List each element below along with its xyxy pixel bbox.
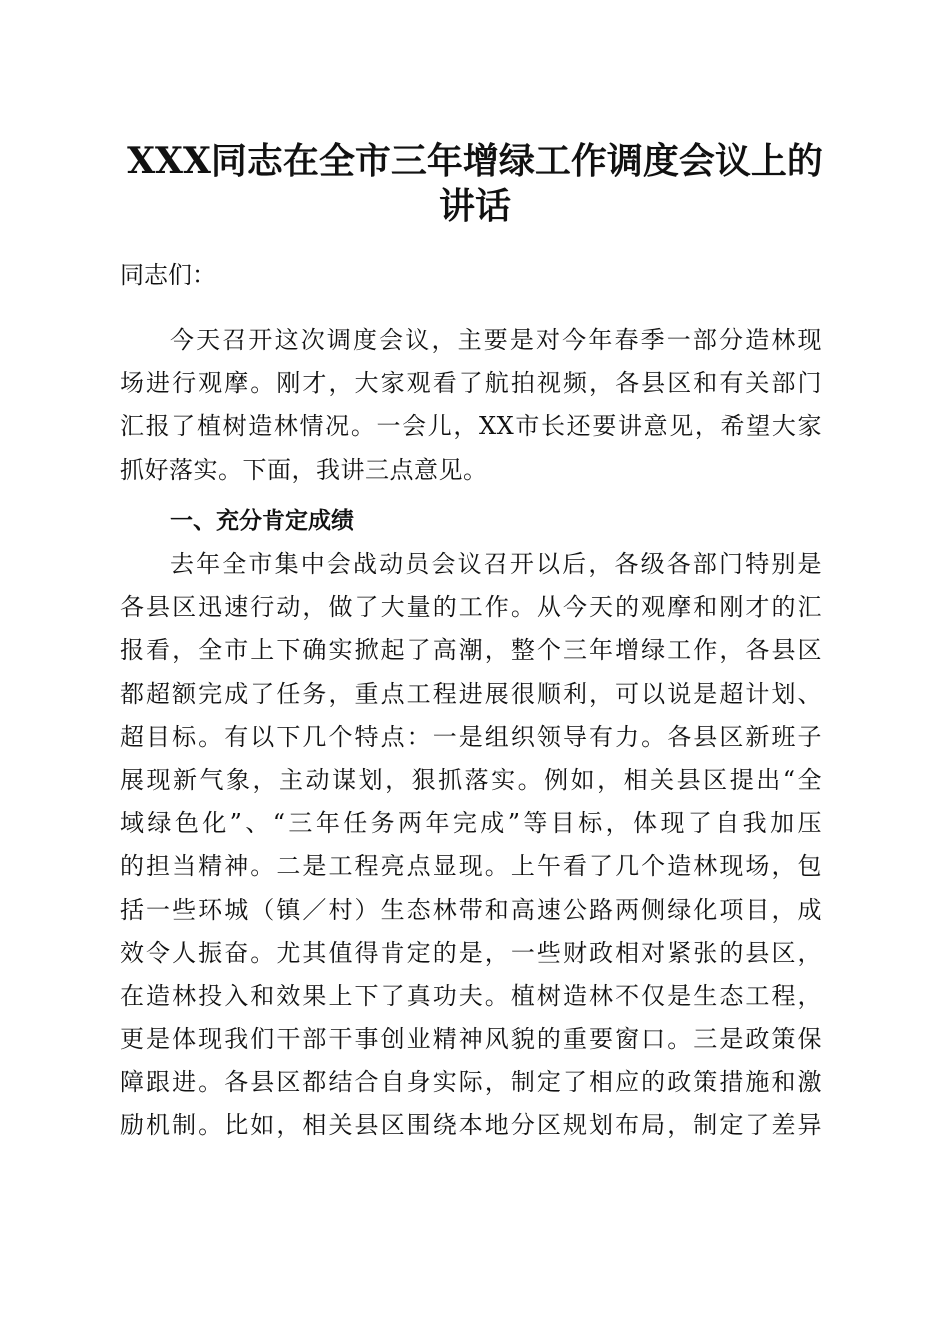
paragraph-line: 域绿色化”、“三年任务两年完成”等目标，体现了自我加压	[120, 809, 822, 838]
paragraph-line: 去年全市集中会战动员会议召开以后，各级各部门特别是	[170, 550, 822, 578]
paragraph-line: 场进行观摩。刚才，大家观看了航拍视频，各县区和有关部门	[120, 369, 822, 398]
paragraph-line: 今天召开这次调度会议，主要是对今年春季一部分造林现	[170, 326, 822, 354]
paragraph-line: 超目标。有以下几个特点：一是组织领导有力。各县区新班子	[120, 722, 822, 751]
document-title-line2: 讲话	[438, 185, 511, 227]
paragraph-1	[120, 319, 822, 492]
paragraph-line: 展现新气象，主动谋划，狠抓落实。例如，相关县区提出“全	[120, 765, 822, 794]
paragraph-line: 的担当精神。二是工程亮点显现。上午看了几个造林现场，包	[120, 852, 822, 881]
paragraph-line: 报看，全市上下确实掀起了高潮，整个三年增绿工作，各县区	[120, 636, 822, 665]
paragraph-line: 更是体现我们干部干事创业精神风貌的重要窗口。三是政策保	[120, 1025, 822, 1054]
section-heading-1: 一、充分肯定成绩	[170, 508, 354, 534]
paragraph-line: 都超额完成了任务，重点工程进展很顺利，可以说是超计划、	[120, 679, 822, 708]
paragraph-line: 汇报了植树造林情况。一会儿，XX市长还要讲意见，希望大家	[120, 412, 822, 441]
paragraph-line: 励机制。比如，相关县区围绕本地分区规划布局，制定了差异	[120, 1111, 822, 1140]
paragraph-line: 括一些环城（镇／村）生态林带和高速公路两侧绿化项目，成	[120, 895, 822, 924]
paragraph-2	[120, 543, 822, 1148]
paragraph-line: 障跟进。各县区都结合自身实际，制定了相应的政策措施和激	[120, 1068, 822, 1097]
paragraph-line: 在造林投入和效果上下了真功夫。植树造林不仅是生态工程，	[120, 981, 822, 1010]
paragraph-line: 抓好落实。下面，我讲三点意见。	[120, 455, 488, 484]
document-title-line1: XXX同志在全市三年增绿工作调度会议上的	[127, 140, 823, 182]
paragraph-line: 各县区迅速行动，做了大量的工作。从今天的观摩和刚才的汇	[120, 593, 822, 622]
paragraph-line: 效令人振奋。尤其值得肯定的是，一些财政相对紧张的县区，	[120, 938, 822, 967]
salutation: 同志们：	[120, 261, 216, 289]
